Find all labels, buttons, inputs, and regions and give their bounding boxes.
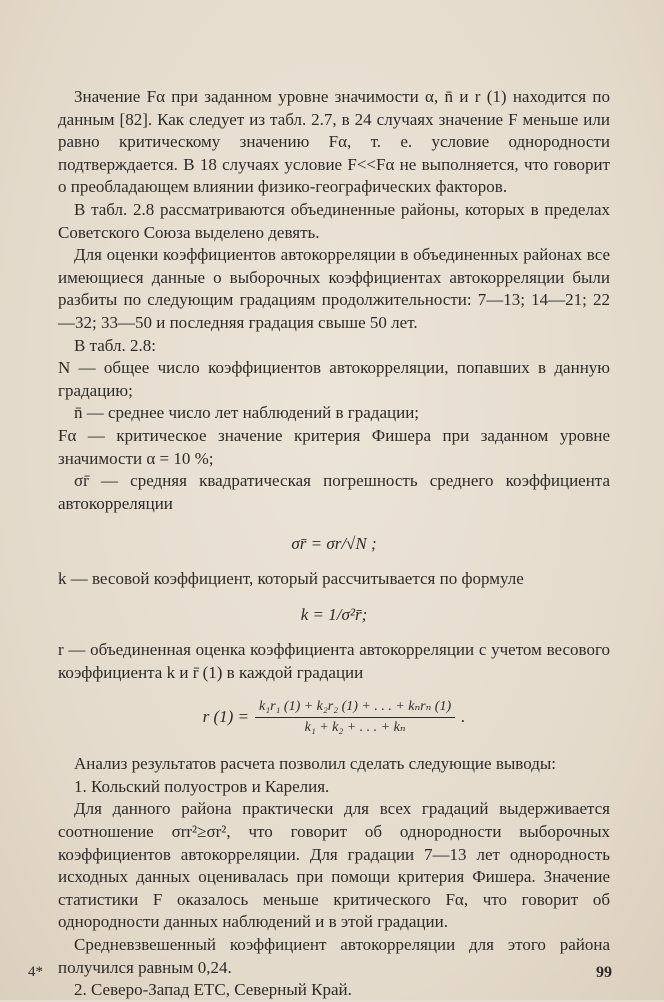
- signature-mark: 4*: [28, 964, 43, 980]
- formula-r-end: .: [461, 707, 466, 727]
- paragraph-3: Для оценки коэффициентов автокорреляции в объединенных районах все имеющиеся данные о выборочных коэффициентах автокорреляции были разбиты по следующим градациям продолжительности: 7—13; 14—21; 22—32; 33—50 и последняя градация свыше 50 лет.: [58, 245, 610, 332]
- paragraph-region-1: Для данного района практически для всех градаций выдерживается соотношение σrr²≥σr², что говорит об однородности выборочных коэффициентов автокорреляции. Для градации 7—13 лет однородность исходных данных оценивалась при помощи критерия Фишера. Значение статистики F оказалось меньше критического Fα, что говорит об однородности данных наблюдений и в этой градации.: [58, 799, 610, 932]
- formula-r: [58, 698, 610, 737]
- definition-r: r — объединенная оценка коэффициента автокорреляции с учетом весового коэффициента k и r̄ (1) в каждой градации: [58, 640, 610, 682]
- definition-sigma: σr̄ — средняя квадратическая погрешность среднего коэффициента автокорреляции: [58, 471, 610, 513]
- paragraph-4: В табл. 2.8:: [74, 335, 156, 355]
- paragraph-conclusions: Анализ результатов расчета позволил сделать следующие выводы:: [74, 754, 556, 774]
- definition-k: k — весовой коэффициент, который рассчитывается по формуле: [58, 568, 524, 588]
- formula-r-fraction: [255, 698, 455, 737]
- definition-F-alpha: Fα — критическое значение критерия Фишера при заданном уровне значимости α = 10 %;: [58, 425, 610, 468]
- formula-sigma: σr̄ = σr/√N ;: [291, 534, 377, 554]
- formula-r-numerator: k₁r₁ (1) + k₂r₂ (1) + . . . + kₙrₙ (1): [255, 698, 455, 718]
- section-heading-1: 1. Кольский полуостров и Карелия.: [74, 776, 330, 796]
- definition-n: n̄ — среднее число лет наблюдений в градации;: [74, 403, 420, 423]
- paragraph-2: В табл. 2.8 рассматриваются объединенные районы, которых в пределах Советского Союза выделено девять.: [58, 199, 610, 242]
- body-text: [58, 86, 610, 1002]
- formula-r-denominator: k₁ + k₂ + . . . + kₙ: [304, 720, 406, 736]
- paragraph-average: Средневзвешенный коэффициент автокорреляции для этого района получился равным 0,24.: [58, 935, 610, 977]
- formula-k: k = 1/σ²r̄;: [300, 605, 368, 625]
- page-number: 99: [596, 964, 612, 981]
- formula-r-lhs: r (1) =: [202, 707, 250, 727]
- paragraph-1: Значение Fα при заданном уровне значимости α, n̄ и r (1) находится по данным [82]. Как следует из табл. 2.7, в 24 случаях значение F меньше или равно критическому значению Fα, т. е. условие однородности подтверждается. В 18 случаях условие F<<Fα не выполняется, что говорит о преобладающем влиянии физико-географических факторов.: [58, 87, 610, 197]
- definition-N: N — общее число коэффициентов автокорреляции, попавших в данную градацию;: [58, 358, 610, 400]
- section-heading-2: 2. Северо-Запад ЕТС, Северный Край.: [74, 980, 352, 1000]
